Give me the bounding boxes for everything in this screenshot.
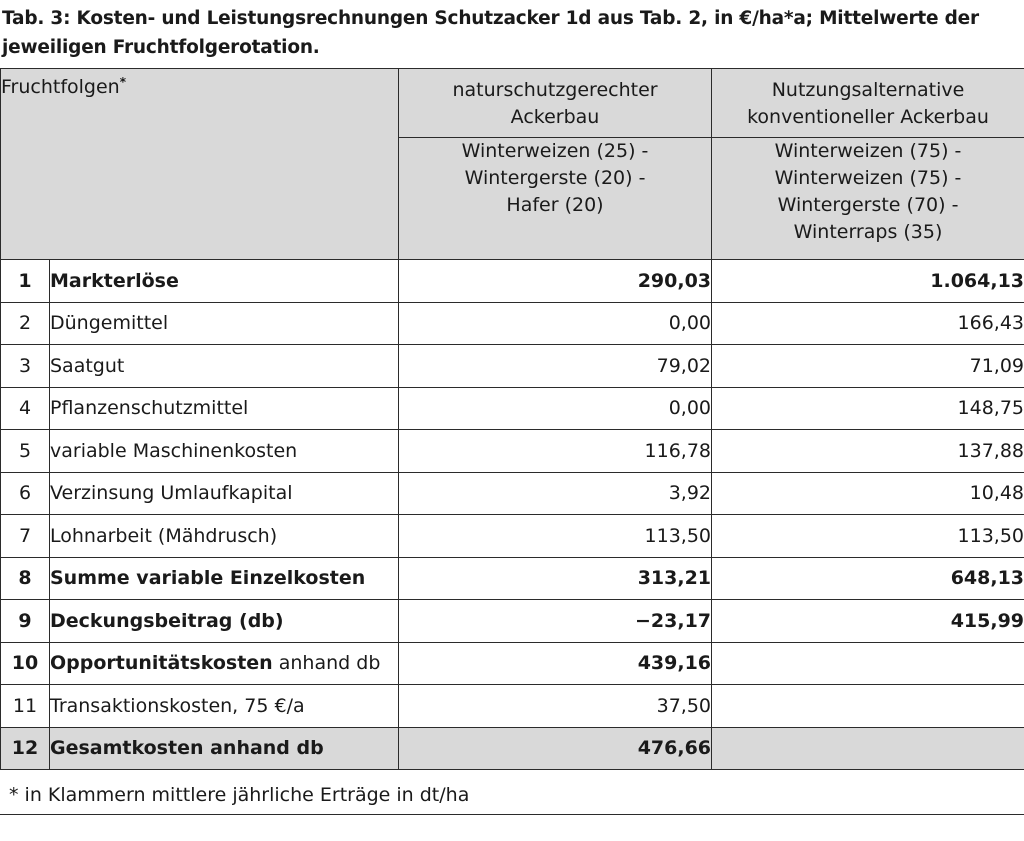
value-naturschutz: 116,78 — [399, 430, 712, 473]
row-label-text: Saatgut — [50, 354, 125, 377]
table-row — [1, 727, 1024, 770]
row-number: 1 — [1, 260, 50, 303]
row-label-text: Düngemittel — [50, 312, 169, 335]
table-row — [1, 345, 1024, 388]
table-row — [1, 557, 1024, 600]
table-footnote: * in Klammern mittlere jährliche Erträge in dt/ha — [0, 776, 1024, 815]
cost-performance-table — [0, 68, 1024, 770]
value-konventionell: 113,50 — [712, 515, 1024, 558]
value-naturschutz: 113,50 — [399, 515, 712, 558]
row-label — [50, 345, 399, 388]
value-naturschutz: 79,02 — [399, 345, 712, 388]
row-label — [50, 387, 399, 430]
row-label — [50, 302, 399, 345]
value-konventionell: 415,99 — [712, 600, 1024, 643]
row-label-text: Verzinsung Umlaufkapital — [50, 482, 293, 505]
col2-title-line2: konventioneller Ackerbau — [747, 106, 989, 128]
row-label-suffix: anhand db — [272, 652, 381, 675]
row-label-text: Deckungsbeitrag (db) — [50, 609, 284, 632]
row-label — [50, 685, 399, 728]
row-number: 4 — [1, 387, 50, 430]
row-label — [50, 515, 399, 558]
value-naturschutz: 3,92 — [399, 472, 712, 515]
value-naturschutz: 0,00 — [399, 302, 712, 345]
table-row — [1, 387, 1024, 430]
row-label — [50, 600, 399, 643]
row-label — [50, 472, 399, 515]
value-naturschutz: 476,66 — [399, 727, 712, 770]
row-number: 10 — [1, 642, 50, 685]
table-caption: Tab. 3: Kosten- und Leistungsrechnungen Schutzacker 1d aus Tab. 2, in €/ha*a; Mittelwerte der jeweiligen Fruchtfolgerotation. — [2, 8, 979, 58]
value-konventionell — [712, 642, 1024, 685]
value-konventionell: 137,88 — [712, 430, 1024, 473]
value-naturschutz: 0,00 — [399, 387, 712, 430]
table-row — [1, 472, 1024, 515]
row-label-text: Pflanzenschutzmittel — [50, 397, 249, 420]
col2-crop-1: Winterweizen (75) - — [774, 140, 962, 162]
value-konventionell — [712, 727, 1024, 770]
table-row — [1, 600, 1024, 643]
row-label-text: Opportunitätskosten — [50, 652, 273, 675]
col1-title-line2: Ackerbau — [510, 106, 600, 128]
row-number: 12 — [1, 727, 50, 770]
col1-crop-2: Wintergerste (20) - — [464, 167, 646, 189]
table-row — [1, 642, 1024, 685]
col1-crop-3: Hafer (20) — [506, 194, 604, 216]
table-row — [1, 685, 1024, 728]
row-number: 2 — [1, 302, 50, 345]
table-row — [1, 515, 1024, 558]
row-label — [50, 727, 399, 770]
row-number: 5 — [1, 430, 50, 473]
col1-crops — [399, 138, 712, 260]
row-label-text: Markterlöse — [50, 269, 179, 292]
value-konventionell: 166,43 — [712, 302, 1024, 345]
value-konventionell: 148,75 — [712, 387, 1024, 430]
value-konventionell — [712, 685, 1024, 728]
row-label — [50, 557, 399, 600]
value-naturschutz: −23,17 — [399, 600, 712, 643]
row-number: 7 — [1, 515, 50, 558]
value-naturschutz: 313,21 — [399, 557, 712, 600]
table-row — [1, 260, 1024, 303]
rotations-label: Fruchtfolgen — [1, 76, 120, 98]
row-label — [50, 642, 399, 685]
row-label-text: Summe variable Einzelkosten — [50, 567, 366, 590]
row-label-text: Gesamtkosten anhand db — [50, 737, 324, 760]
header-row-titles — [1, 69, 1024, 138]
table-row — [1, 302, 1024, 345]
value-konventionell: 10,48 — [712, 472, 1024, 515]
row-number: 8 — [1, 557, 50, 600]
value-konventionell: 648,13 — [712, 557, 1024, 600]
row-number: 11 — [1, 685, 50, 728]
rotations-header — [1, 69, 399, 260]
col2-title — [712, 69, 1024, 138]
col2-crop-3: Wintergerste (70) - — [777, 194, 959, 216]
col1-title-line1: naturschutzgerechter — [452, 79, 658, 101]
value-naturschutz: 439,16 — [399, 642, 712, 685]
value-konventionell: 1.064,13 — [712, 260, 1024, 303]
col2-crop-4: Winterraps (35) — [793, 221, 943, 243]
col2-crop-2: Winterweizen (75) - — [774, 167, 962, 189]
row-number: 6 — [1, 472, 50, 515]
row-label-text: Lohnarbeit (Mähdrusch) — [50, 524, 278, 547]
value-konventionell: 71,09 — [712, 345, 1024, 388]
row-number: 3 — [1, 345, 50, 388]
col1-crop-1: Winterweizen (25) - — [461, 140, 649, 162]
row-label-text: Transaktionskosten, 75 €/a — [50, 694, 305, 717]
footnote-marker: * — [119, 75, 127, 89]
table-row — [1, 430, 1024, 473]
value-naturschutz: 37,50 — [399, 685, 712, 728]
row-number: 9 — [1, 600, 50, 643]
row-label — [50, 430, 399, 473]
col2-title-line1: Nutzungsalternative — [771, 79, 965, 101]
row-label — [50, 260, 399, 303]
row-label-text: variable Maschinenkosten — [50, 439, 298, 462]
col1-title — [399, 69, 712, 138]
value-naturschutz: 290,03 — [399, 260, 712, 303]
col2-crops — [712, 138, 1024, 260]
